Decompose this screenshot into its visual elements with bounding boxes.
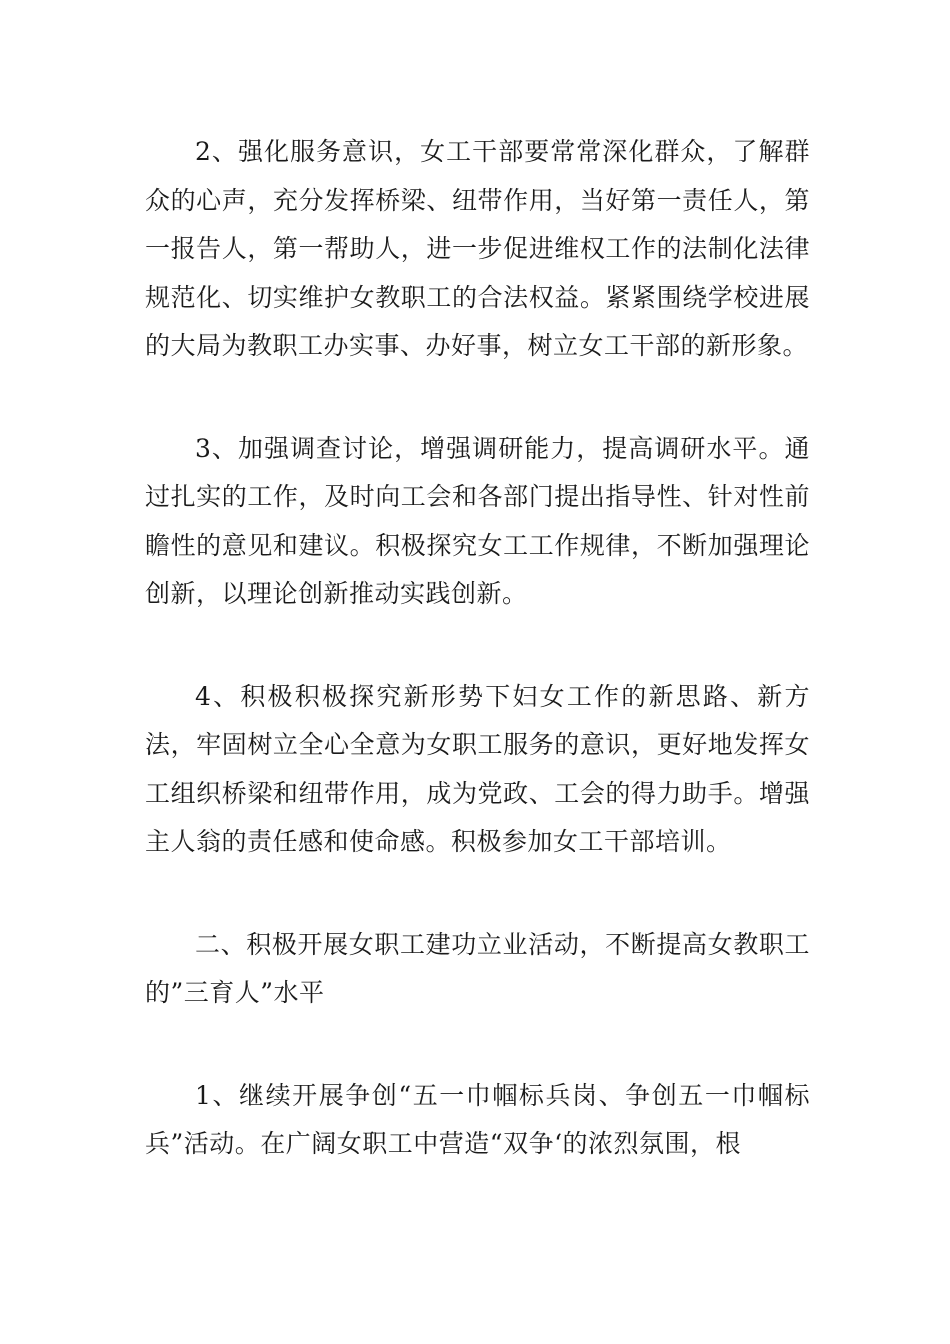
paragraph-research: 3、加强调查讨论，增强调研能力，提高调研水平。通过扎实的工作，及时向工会和各部门提出指导性、针对性前瞻性的意见和建议。积极探究女工工作规律，不断加强理论创新，以理论创新推动实践创新。 — [145, 433, 810, 608]
paragraph-new-methods: 4、积极积极探究新形势下妇女工作的新思路、新方法，牢固树立全心全意为女职工服务的意识，更好地发挥女工组织桥梁和纽带作用，成为党政、工会的得力助手。增强主人翁的责任感和使命感。积极参加女工干部培训。 — [145, 681, 810, 856]
paragraph-service-awareness: 2、强化服务意识，女工干部要常常深化群众，了解群众的心声，充分发挥桥梁、纽带作用，当好第一责任人，第一报告人，第一帮助人，进一步促进维权工作的法制化法律规范化、切实维护女教职工的合法权益。紧紧围绕学校进展的大局为教职工办实事、办好事，树立女工干部的新形象。 — [145, 137, 810, 360]
section-heading-two: 二、积极开展女职工建功立业活动，不断提高女教职工的”三育人”水平 — [145, 929, 810, 1007]
document-body — [145, 128, 810, 1169]
paragraph-campaign: 1、继续开展争创“五一巾帼标兵岗、争创五一巾帼标兵”活动。在广阔女职工中营造“双争‘的浓烈氛围，根 — [145, 1080, 810, 1158]
